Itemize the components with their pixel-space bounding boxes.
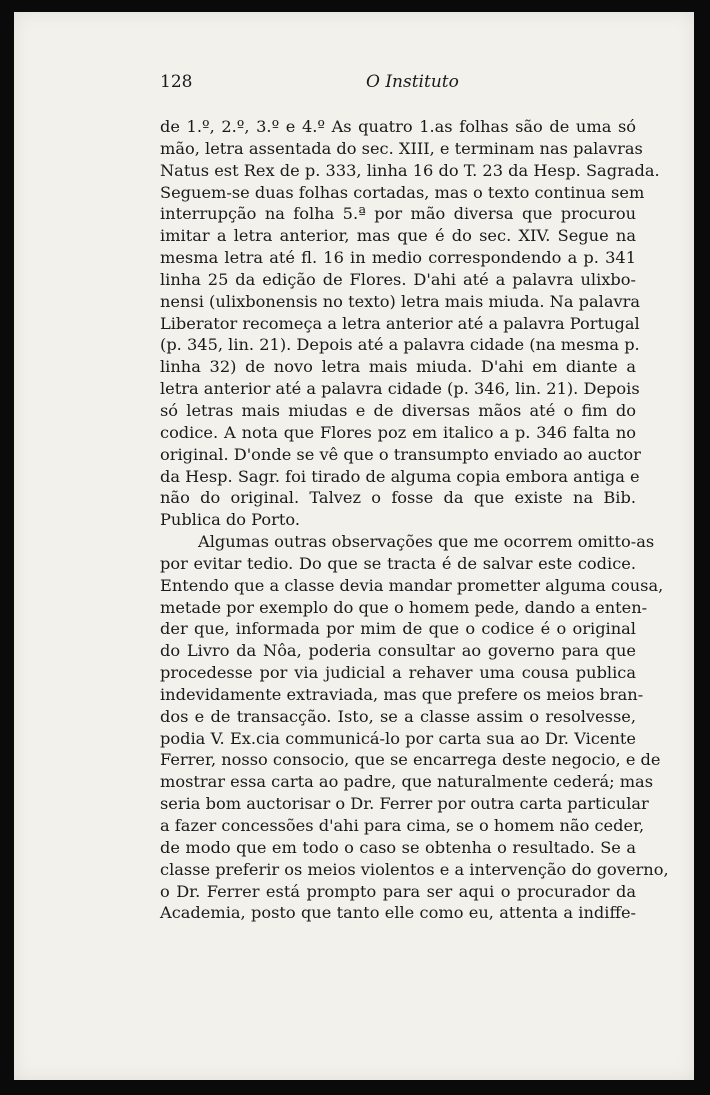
text-line: Seguem-se duas folhas cortadas, mas o texto continua sem (160, 182, 645, 202)
text-line: do Livro da Nôa, poderia consultar ao governo para que (160, 641, 636, 661)
text-line: nensi (ulixbonensis no texto) letra mais miuda. Na palavra (160, 291, 641, 311)
text-line: metade por exemplo do que o homem pede, dando a enten- (160, 597, 648, 617)
text-line: Entendo que a classe devia mandar prometter alguma cousa, (160, 575, 664, 595)
text-line: procedesse por via judicial a rehaver uma cousa publica (160, 663, 636, 683)
running-header (160, 66, 460, 96)
text-line: indevidamente extraviada, mas que prefere os meios bran- (160, 684, 644, 704)
text-line: mão, letra assentada do sec. XIII, e terminam nas palavras (160, 138, 643, 158)
text-line: de modo que em todo o caso se obtenha o resultado. Se a (160, 837, 636, 857)
text-line: o Dr. Ferrer está prompto para ser aqui o procurador da (160, 881, 636, 901)
text-line: (p. 345, lin. 21). Depois até a palavra cidade (na mesma p. (160, 335, 640, 355)
text-line: classe preferir os meios violentos e a intervenção do governo, (160, 859, 669, 879)
text-line: der que, informada por mim de que o codice é o original (160, 619, 636, 639)
body-text (160, 116, 669, 924)
running-title: O Instituto (366, 72, 459, 92)
text-line: interrupção na folha 5.ª por mão diversa que procurou (160, 204, 636, 224)
text-line: a fazer concessões d'ahi para cima, se o homem não ceder, (160, 816, 645, 835)
text-line: Natus est Rex de p. 333, linha 16 do T. 23 da Hesp. Sagrada. (160, 160, 660, 180)
text-line: só letras mais miudas e de diversas mãos até o fim do (160, 400, 636, 420)
text-line: seria bom auctorisar o Dr. Ferrer por outra carta particular (160, 794, 649, 814)
text-line: linha 25 da edição de Flores. D'ahi até a palavra ulixbo- (160, 269, 636, 289)
text-line: da Hesp. Sagr. foi tirado de alguma copia embora antiga e (160, 466, 640, 486)
text-line: Algumas outras observações que me ocorrem omitto-as (198, 532, 655, 552)
text-line: imitar a letra anterior, mas que é do sec. XIV. Segue na (160, 226, 636, 246)
text-line: original. D'onde se vê que o transumpto enviado ao auctor (160, 444, 641, 464)
text-line: codice. A nota que Flores poz em italico a p. 346 falta no (160, 422, 636, 442)
text-line: por evitar tedio. Do que se tracta é de salvar este codice. (160, 553, 636, 573)
text-line: não do original. Talvez o fosse da que existe na Bib. (160, 488, 636, 508)
text-line: podia V. Ex.cia communicá-lo por carta sua ao Dr. Vicente (160, 728, 636, 748)
text-line: letra anterior até a palavra cidade (p. 346, lin. 21). Depois (160, 379, 640, 399)
text-line: de 1.º, 2.º, 3.º e 4.º As quatro 1.as folhas são de uma só (160, 117, 636, 136)
text-line: Academia, posto que tanto elle como eu, attenta a indiffe- (160, 903, 636, 923)
text-line: Ferrer, nosso consocio, que se encarrega deste negocio, e de (160, 750, 661, 770)
text-line: linha 32) de novo letra mais miuda. D'ahi em diante a (160, 357, 636, 377)
text-line: Liberator recomeça a letra anterior até a palavra Portugal (160, 313, 640, 333)
text-line: Publica do Porto. (160, 510, 300, 530)
text-line: mesma letra até fl. 16 in medio correspondendo a p. 341 (160, 248, 636, 268)
page-number: 128 (160, 72, 193, 92)
text-line: mostrar essa carta ao padre, que naturalmente cederá; mas (160, 772, 654, 792)
text-line: dos e de transacção. Isto, se a classe assim o resolvesse, (160, 706, 636, 726)
